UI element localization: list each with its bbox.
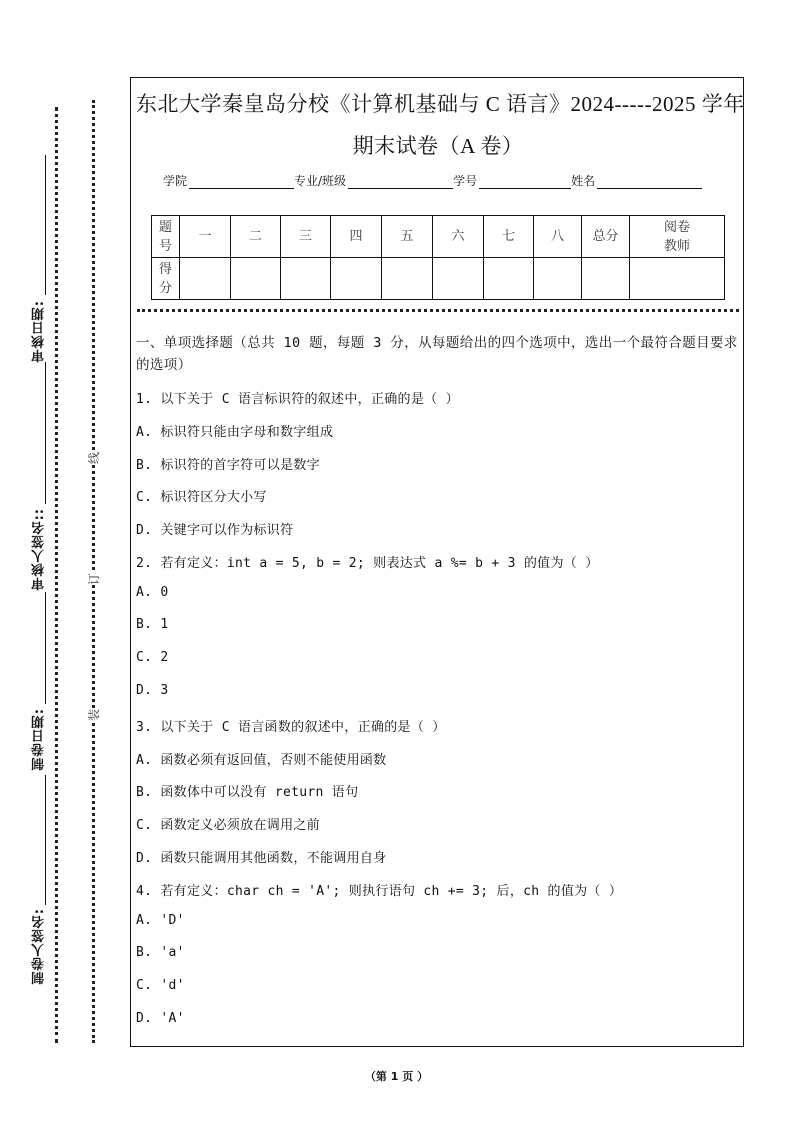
question-3-option-b[interactable]: B. 函数体中可以没有 return 语句 — [136, 785, 359, 800]
score-table-score-row — [152, 258, 725, 300]
college-label: 学院 — [163, 174, 188, 188]
major-class-label: 专业/班级 — [294, 174, 347, 188]
col-total: 总分 — [582, 216, 630, 258]
grader-label: 阅卷 教师 — [630, 216, 725, 258]
score-cell-6[interactable] — [433, 258, 484, 300]
score-table — [151, 215, 725, 300]
review-date-label: 审核日期: — [32, 300, 47, 363]
make-date-blank — [45, 592, 46, 704]
maker-sign-blank — [45, 775, 46, 905]
score-cell-3[interactable] — [281, 258, 331, 300]
question-4-option-a[interactable]: A. 'D' — [136, 913, 185, 928]
review-date-blank — [45, 155, 46, 295]
reviewer-sign-label: 审核人签名:: — [32, 508, 47, 591]
question-number-label: 题 号 — [152, 216, 180, 258]
question-1-option-d[interactable]: D. 关键字可以作为标识符 — [136, 523, 294, 538]
score-cell-1[interactable] — [180, 258, 231, 300]
col-2: 二 — [231, 216, 281, 258]
col-8: 八 — [534, 216, 582, 258]
dotted-separator — [137, 309, 739, 312]
score-table-header-row — [152, 216, 725, 258]
make-date-label: 制卷日期: — [32, 708, 47, 771]
question-4-option-b[interactable]: B. 'a' — [136, 945, 185, 960]
exam-title-line2: 期末试卷（A 卷） — [352, 134, 524, 158]
question-1-option-a[interactable]: A. 标识符只能由字母和数字组成 — [136, 425, 334, 440]
question-1-stem: 1. 以下关于 C 语言标识符的叙述中，正确的是（ ） — [136, 392, 459, 407]
exam-title-line1: 东北大学秦皇岛分校《计算机基础与 C 语言》2024-----2025 学年 — [136, 92, 745, 116]
score-cell-5[interactable] — [382, 258, 433, 300]
binding-line-inner — [92, 100, 95, 1043]
maker-sign-label: 制卷人签名: — [32, 908, 47, 985]
question-4-option-d[interactable]: D. 'A' — [136, 1011, 185, 1026]
bind-char-xian: 线 — [87, 451, 102, 465]
section1-heading: 一、单项选择题（总共 10 题，每题 3 分，从每题给出的四个选项中，选出一个最符合题目要求的选项） — [136, 335, 738, 373]
question-3-option-d[interactable]: D. 函数只能调用其他函数，不能调用自身 — [136, 851, 387, 866]
question-2-option-a[interactable]: A. 0 — [136, 585, 169, 600]
page-number: （第 1 页 ） — [364, 1070, 429, 1083]
score-cell-2[interactable] — [231, 258, 281, 300]
binding-line-outer — [55, 107, 58, 1043]
question-2-option-d[interactable]: D. 3 — [136, 683, 169, 698]
student-info-row — [163, 172, 702, 189]
bind-char-ding: 订 — [87, 572, 102, 586]
question-4-option-c[interactable]: C. 'd' — [136, 978, 185, 993]
question-2-option-b[interactable]: B. 1 — [136, 617, 169, 632]
question-4-stem: 4. 若有定义：char ch = 'A'; 则执行语句 ch += 3; 后，ch 的值为（ ） — [136, 884, 623, 899]
col-6: 六 — [433, 216, 484, 258]
score-cell-8[interactable] — [534, 258, 582, 300]
student-id-field[interactable] — [479, 174, 571, 189]
question-1-option-c[interactable]: C. 标识符区分大小写 — [136, 490, 267, 505]
score-label: 得 分 — [152, 258, 180, 300]
grader-cell[interactable] — [630, 258, 725, 300]
question-2-stem: 2. 若有定义：int a = 5, b = 2; 则表达式 a %= b + 3 的值为（ ） — [136, 556, 599, 571]
question-2-option-c[interactable]: C. 2 — [136, 650, 169, 665]
col-5: 五 — [382, 216, 433, 258]
major-class-field[interactable] — [348, 174, 453, 189]
col-3: 三 — [281, 216, 331, 258]
col-4: 四 — [331, 216, 382, 258]
question-3-stem: 3. 以下关于 C 语言函数的叙述中，正确的是（ ） — [136, 720, 446, 735]
score-cell-total[interactable] — [582, 258, 630, 300]
student-id-label: 学号 — [453, 174, 478, 188]
name-label: 姓名 — [571, 174, 596, 188]
college-field[interactable] — [189, 174, 294, 189]
question-3-option-a[interactable]: A. 函数必须有返回值，否则不能使用函数 — [136, 753, 387, 768]
score-cell-7[interactable] — [484, 258, 534, 300]
name-field[interactable] — [597, 174, 702, 189]
question-3-option-c[interactable]: C. 函数定义必须放在调用之前 — [136, 818, 320, 833]
question-1-option-b[interactable]: B. 标识符的首字符可以是数字 — [136, 458, 320, 473]
reviewer-sign-blank — [45, 362, 46, 504]
bind-char-zhuang: 装 — [87, 708, 102, 722]
col-7: 七 — [484, 216, 534, 258]
score-cell-4[interactable] — [331, 258, 382, 300]
col-1: 一 — [180, 216, 231, 258]
